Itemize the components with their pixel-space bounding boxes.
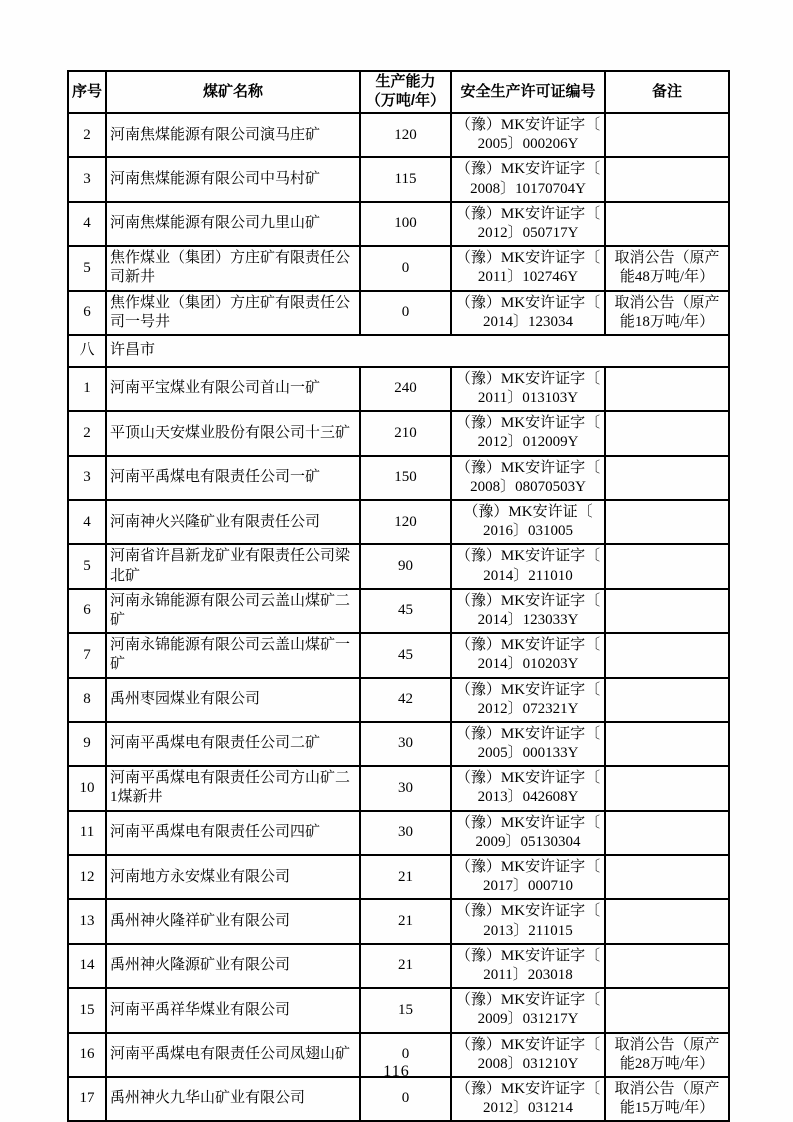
coal-mine-table <box>67 70 730 1122</box>
capacity-cell: 240 <box>360 367 451 411</box>
remark-cell <box>605 500 729 544</box>
row-index-cell: 16 <box>68 1033 106 1077</box>
table-row <box>68 202 729 246</box>
section-index-cell: 八 <box>68 335 106 367</box>
mine-name-cell: 河南地方永安煤业有限公司 <box>106 855 360 899</box>
table-row <box>68 811 729 855</box>
row-index-cell: 11 <box>68 811 106 855</box>
page-number: 116 <box>383 1063 410 1080</box>
table-body <box>68 113 729 1121</box>
capacity-cell: 45 <box>360 633 451 677</box>
license-cell: （豫）MK安许证字〔 2005〕000133Y <box>451 722 605 766</box>
remark-cell <box>605 202 729 246</box>
mine-name-cell: 河南平禹煤电有限责任公司四矿 <box>106 811 360 855</box>
mine-name-cell: 禹州神火隆祥矿业有限公司 <box>106 899 360 943</box>
license-cell: （豫）MK安许证字〔 2013〕042608Y <box>451 766 605 810</box>
row-index-cell: 12 <box>68 855 106 899</box>
capacity-cell: 21 <box>360 899 451 943</box>
row-index-cell: 3 <box>68 456 106 500</box>
column-header-capacity: 生产能力 （万吨/年） <box>360 71 451 113</box>
capacity-cell: 120 <box>360 500 451 544</box>
column-header-no: 序号 <box>68 71 106 113</box>
row-index-cell: 14 <box>68 944 106 988</box>
table-row <box>68 411 729 455</box>
remark-cell <box>605 766 729 810</box>
license-cell: （豫）MK安许证字〔 2005〕000206Y <box>451 113 605 157</box>
license-cell: （豫）MK安许证字〔 2017〕000710 <box>451 855 605 899</box>
table-row <box>68 246 729 290</box>
mine-name-cell: 河南平禹祥华煤业有限公司 <box>106 988 360 1032</box>
remark-cell <box>605 157 729 201</box>
table-row <box>68 766 729 810</box>
mine-name-cell: 河南平禹煤电有限责任公司凤翅山矿 <box>106 1033 360 1077</box>
section-title-cell: 许昌市 <box>106 335 729 367</box>
remark-cell <box>605 811 729 855</box>
mine-name-cell: 焦作煤业（集团）方庄矿有限责任公司新井 <box>106 246 360 290</box>
column-header-name: 煤矿名称 <box>106 71 360 113</box>
mine-name-cell: 禹州神火九华山矿业有限公司 <box>106 1077 360 1121</box>
table-row <box>68 367 729 411</box>
capacity-cell: 100 <box>360 202 451 246</box>
capacity-cell: 45 <box>360 589 451 633</box>
capacity-cell: 90 <box>360 544 451 588</box>
column-header-remark: 备注 <box>605 71 729 113</box>
table-row <box>68 678 729 722</box>
mine-name-cell: 焦作煤业（集团）方庄矿有限责任公司一号井 <box>106 291 360 335</box>
row-index-cell: 9 <box>68 722 106 766</box>
license-cell: （豫）MK安许证字〔 2014〕123034 <box>451 291 605 335</box>
row-index-cell: 7 <box>68 633 106 677</box>
remark-cell <box>605 456 729 500</box>
license-cell: （豫）MK安许证字〔 2008〕10170704Y <box>451 157 605 201</box>
mine-name-cell: 河南焦煤能源有限公司演马庄矿 <box>106 113 360 157</box>
table-row <box>68 944 729 988</box>
row-index-cell: 13 <box>68 899 106 943</box>
row-index-cell: 6 <box>68 589 106 633</box>
capacity-cell: 30 <box>360 722 451 766</box>
capacity-cell: 0 <box>360 1033 451 1077</box>
row-index-cell: 5 <box>68 544 106 588</box>
column-header-license: 安全生产许可证编号 <box>451 71 605 113</box>
remark-cell <box>605 722 729 766</box>
table-row <box>68 1077 729 1121</box>
table-row <box>68 500 729 544</box>
remark-cell <box>605 411 729 455</box>
remark-cell <box>605 678 729 722</box>
capacity-cell: 150 <box>360 456 451 500</box>
table-row <box>68 113 729 157</box>
row-index-cell: 3 <box>68 157 106 201</box>
table-row <box>68 988 729 1032</box>
remark-cell: 取消公告（原产 能15万吨/年） <box>605 1077 729 1121</box>
capacity-cell: 0 <box>360 1077 451 1121</box>
capacity-cell: 120 <box>360 113 451 157</box>
row-index-cell: 1 <box>68 367 106 411</box>
license-cell: （豫）MK安许证字〔 2011〕102746Y <box>451 246 605 290</box>
license-cell: （豫）MK安许证字〔 2014〕211010 <box>451 544 605 588</box>
table-row <box>68 855 729 899</box>
table-row <box>68 722 729 766</box>
license-cell: （豫）MK安许证字〔 2014〕010203Y <box>451 633 605 677</box>
capacity-cell: 0 <box>360 291 451 335</box>
license-cell: （豫）MK安许证字〔 2008〕08070503Y <box>451 456 605 500</box>
mine-name-cell: 河南永锦能源有限公司云盖山煤矿二矿 <box>106 589 360 633</box>
mine-name-cell: 河南焦煤能源有限公司九里山矿 <box>106 202 360 246</box>
remark-cell <box>605 367 729 411</box>
remark-cell: 取消公告（原产 能48万吨/年） <box>605 246 729 290</box>
license-cell: （豫）MK安许证字〔 2012〕012009Y <box>451 411 605 455</box>
remark-cell <box>605 944 729 988</box>
row-index-cell: 8 <box>68 678 106 722</box>
capacity-cell: 30 <box>360 766 451 810</box>
remark-cell <box>605 113 729 157</box>
mine-name-cell: 河南平宝煤业有限公司首山一矿 <box>106 367 360 411</box>
table-row <box>68 291 729 335</box>
table-row <box>68 589 729 633</box>
header-row <box>68 71 729 113</box>
mine-name-cell: 禹州神火隆源矿业有限公司 <box>106 944 360 988</box>
row-index-cell: 4 <box>68 500 106 544</box>
table-row <box>68 157 729 201</box>
license-cell: （豫）MK安许证字〔 2012〕072321Y <box>451 678 605 722</box>
table-row <box>68 456 729 500</box>
remark-cell <box>605 633 729 677</box>
mine-name-cell: 河南永锦能源有限公司云盖山煤矿一矿 <box>106 633 360 677</box>
table-head <box>68 71 729 113</box>
capacity-cell: 210 <box>360 411 451 455</box>
capacity-cell: 21 <box>360 855 451 899</box>
capacity-cell: 0 <box>360 246 451 290</box>
mine-name-cell: 河南焦煤能源有限公司中马村矿 <box>106 157 360 201</box>
mine-name-cell: 平顶山天安煤业股份有限公司十三矿 <box>106 411 360 455</box>
license-cell: （豫）MK安许证字〔 2013〕211015 <box>451 899 605 943</box>
mine-name-cell: 河南神火兴隆矿业有限责任公司 <box>106 500 360 544</box>
row-index-cell: 2 <box>68 113 106 157</box>
row-index-cell: 15 <box>68 988 106 1032</box>
license-cell: （豫）MK安许证〔 2016〕031005 <box>451 500 605 544</box>
capacity-cell: 42 <box>360 678 451 722</box>
row-index-cell: 4 <box>68 202 106 246</box>
table-row <box>68 633 729 677</box>
capacity-cell: 21 <box>360 944 451 988</box>
remark-cell <box>605 589 729 633</box>
row-index-cell: 17 <box>68 1077 106 1121</box>
row-index-cell: 10 <box>68 766 106 810</box>
license-cell: （豫）MK安许证字〔 2009〕031217Y <box>451 988 605 1032</box>
table-row <box>68 544 729 588</box>
remark-cell <box>605 899 729 943</box>
remark-cell <box>605 988 729 1032</box>
license-cell: （豫）MK安许证字〔 2008〕031210Y <box>451 1033 605 1077</box>
mine-name-cell: 禹州枣园煤业有限公司 <box>106 678 360 722</box>
license-cell: （豫）MK安许证字〔 2012〕050717Y <box>451 202 605 246</box>
row-index-cell: 5 <box>68 246 106 290</box>
license-cell: （豫）MK安许证字〔 2011〕013103Y <box>451 367 605 411</box>
capacity-cell: 30 <box>360 811 451 855</box>
mine-name-cell: 河南平禹煤电有限责任公司一矿 <box>106 456 360 500</box>
remark-cell: 取消公告（原产 能28万吨/年） <box>605 1033 729 1077</box>
remark-cell <box>605 544 729 588</box>
license-cell: （豫）MK安许证字〔 2011〕203018 <box>451 944 605 988</box>
license-cell: （豫）MK安许证字〔 2014〕123033Y <box>451 589 605 633</box>
row-index-cell: 6 <box>68 291 106 335</box>
capacity-cell: 115 <box>360 157 451 201</box>
mine-name-cell: 河南平禹煤电有限责任公司二矿 <box>106 722 360 766</box>
remark-cell: 取消公告（原产 能18万吨/年） <box>605 291 729 335</box>
section-row <box>68 335 729 367</box>
license-cell: （豫）MK安许证字〔 2012〕031214 <box>451 1077 605 1121</box>
license-cell: （豫）MK安许证字〔 2009〕05130304 <box>451 811 605 855</box>
mine-name-cell: 河南平禹煤电有限责任公司方山矿二1煤新井 <box>106 766 360 810</box>
remark-cell <box>605 855 729 899</box>
row-index-cell: 2 <box>68 411 106 455</box>
mine-name-cell: 河南省许昌新龙矿业有限责任公司梁北矿 <box>106 544 360 588</box>
capacity-cell: 15 <box>360 988 451 1032</box>
table-row <box>68 899 729 943</box>
